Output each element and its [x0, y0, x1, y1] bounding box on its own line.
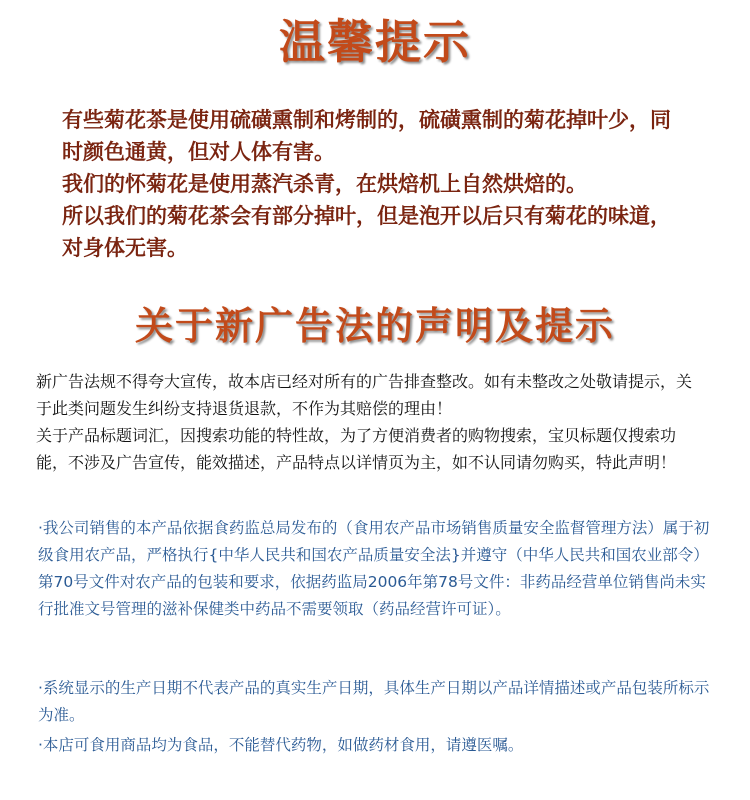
statement-paragraph: 新广告法规不得夸大宣传，故本店已经对所有的广告排查整改。如有未整改之处敬请提示，关于此类问题发生纠纷支持退货退款，不作为其赔偿的理由！	[36, 372, 693, 418]
statement-paragraph: 关于产品标题词汇，因搜索功能的特性故，为了方便消费者的购物搜索，宝贝标题仅搜索功能，不涉及广告宣传，能效描述，产品特点以详情页为主，如不认同请勿购买，特此声明！	[36, 426, 677, 472]
legal-note: ·本店可食用商品均为食品，不能替代药物，如做药材食用，请遵医嘱。	[38, 736, 524, 754]
legal-note: ·我公司销售的本产品依据食药监总局发布的（食用农产品市场销售质量安全监督管理方法）属于初级食用农产品，严格执行{中华人民共和国农产品质量安全法}并遵守（中华人民共和国农业部令）第70号文件对农产品的包装和要求，依据药监局2006年第78号文件：非药品经营单位销售尚未实行批准文号管理的滋补保健类中药品不需要领取（药品经营许可证）。	[38, 519, 710, 618]
warm-tips-heading: 温馨提示	[279, 15, 471, 69]
tip-paragraph: 所以我们的菊花茶会有部分掉叶，但是泡开以后只有菊花的味道，对身体无害。	[62, 203, 671, 260]
ad-law-statement-heading: 关于新广告法的声明及提示	[134, 303, 615, 348]
tip-paragraph: 有些菊花茶是使用硫磺熏制和烤制的，硫磺熏制的菊花掉叶少，同时颜色通黄，但对人体有害。	[62, 107, 671, 164]
tip-paragraph: 我们的怀菊花是使用蒸汽杀青，在烘焙机上自然烘焙的。	[62, 171, 587, 196]
legal-note: ·系统显示的生产日期不代表产品的真实生产日期，具体生产日期以产品详情描述或产品包装所标示为准。	[38, 679, 710, 724]
